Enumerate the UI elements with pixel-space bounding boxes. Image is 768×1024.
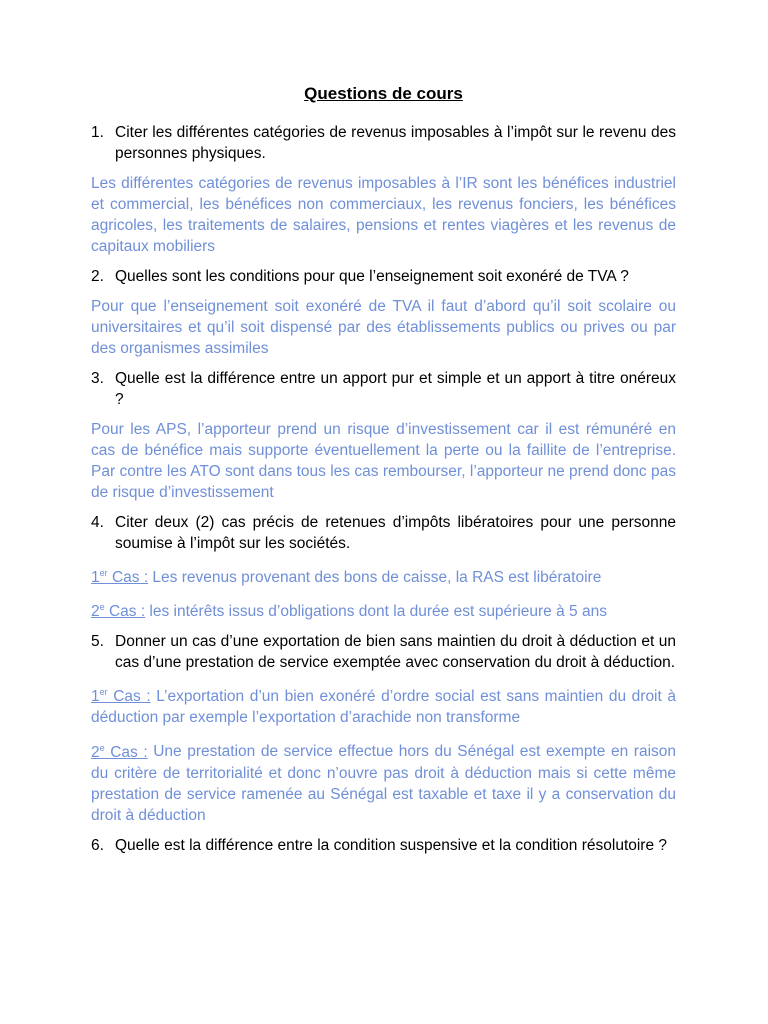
question-text: Donner un cas d’une exportation de bien sans maintien du droit à déduction et un cas d’une prestation de service exemptée avec conservation du droit à déduction. [115,633,676,672]
case-label: 2e Cas : [91,602,146,621]
answer-5-case-1 [91,682,676,728]
question-6 [91,835,676,856]
question-number: 4. [91,514,104,531]
question-number: 3. [91,370,104,387]
answer-2: Pour que l’enseignement soit exonéré de TVA il faut d’abord qu’il soit scolaire ou universitaires et qu’il soit dispensé par des établissements publics ou prives ou par des organismes assimiles [91,298,676,357]
question-2 [91,266,676,287]
question-text: Quelles sont les conditions pour que l’enseignement soit exonéré de TVA ? [115,268,629,285]
case-text: L’exportation d’un bien exonéré d’ordre social est sans maintien du droit à déduction par exemple l’exportation d’arachide non transforme [91,688,677,727]
document-page [91,84,676,865]
question-number: 5. [91,633,104,651]
question-text: Citer les différentes catégories de revenus imposables à l’impôt sur le revenu des personnes physiques. [115,124,676,162]
question-4 [91,512,676,554]
question-text: Quelle est la différence entre un apport pur et simple et un apport à titre onéreux ? [115,370,676,408]
case-label: 1er Cas : [91,687,151,706]
answer-5-case-2 [91,737,676,825]
answer-4-case-1 [91,563,676,588]
question-text: Citer deux (2) cas précis de retenues d’impôts libératoires pour une personne soumise à l’impôt sur les sociétés. [115,514,676,552]
case-label: 1er Cas : [91,568,149,587]
question-5 [91,631,676,673]
page-title: Questions de cours [304,84,463,103]
case-text: Une prestation de service effectue hors du Sénégal est exempte en raison du critère de territorialité et donc n’ouvre pas droit à déduction mais si cette même prestation de service ramenée au Sénégal est taxable et taxe il y a conservation du droit à déduction [91,743,677,824]
question-text: Quelle est la différence entre la condition suspensive et la condition résolutoire ? [115,836,668,854]
case-text: Les revenus provenant des bons de caisse, la RAS est libératoire [148,569,602,587]
question-number: 6. [91,836,104,854]
answer-1: Les différentes catégories de revenus imposables à l’IR sont les bénéfices industriel et commercial, les bénéfices non commerciaux, les revenus fonciers, les bénéfices agricoles, les traitements de salaires, pensions et rentes viagères et les revenus de capitaux mobiliers [91,175,676,255]
question-1 [91,122,676,164]
answer-3: Pour les APS, l’apporteur prend un risque d’investissement car il est rémunéré en cas de bénéfice mais supporte éventuellement la perte ou la faillite de l’entreprise. Par contre les ATO sont dans tous les cas rembourser, l’apporteur ne prend donc pas de risque d’investissement [91,421,676,501]
question-3 [91,368,676,410]
question-number: 1. [91,124,104,141]
answer-4-case-2 [91,597,676,622]
question-number: 2. [91,268,104,285]
case-text: les intérêts issus d’obligations dont la durée est supérieure à 5 ans [145,603,607,621]
case-label: 2e Cas : [91,742,148,761]
